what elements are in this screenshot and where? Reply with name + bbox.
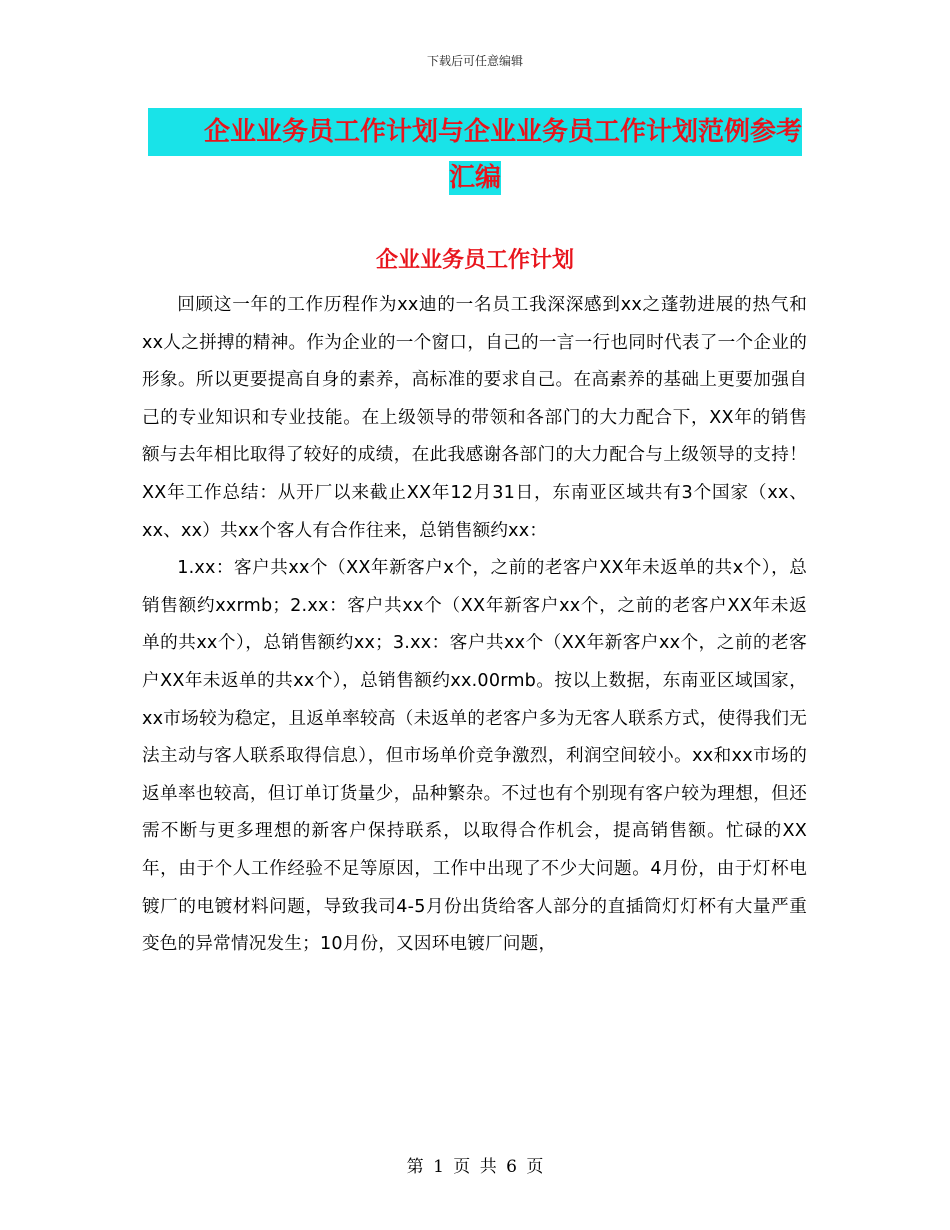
body-text bbox=[142, 287, 807, 964]
page-footer: 第 1 页 共 6 页 bbox=[406, 1157, 544, 1177]
paragraph: 回顾这一年的工作历程作为xx迪的一名员工我深深感到xx之蓬勃进展的热气和xx人之拼搏的精神。作为企业的一个窗口，自己的一言一行也同时代表了一个企业的形象。所以更要提高自身的素养，高标准的要求自己。在高素养的基础上更要加强自己的专业知识和专业技能。在上级领导的带领和各部门的大力配合下，XX年的销售额与去年相比取得了较好的成绩，在此我感谢各部门的大力配合与上级领导的支持！XX年工作总结：从开厂以来截止XX年12月31日，东南亚区域共有3个国家（xx、xx、xx）共xx个客人有合作往来，总销售额约xx： bbox=[142, 295, 807, 541]
header-note: 下载后可任意编辑 bbox=[426, 54, 523, 68]
document-title bbox=[140, 108, 810, 200]
section-title: 企业业务员工作计划 bbox=[375, 247, 574, 273]
paragraph: 1.xx：客户共xx个（XX年新客户x个，之前的老客户XX年未返单的共x个），总销售额约xxrmb；2.xx：客户共xx个（XX年新客户xx个，之前的老客户XX年未返单的共xx个），总销售额约xx；3.xx：客户共xx个（XX年新客户xx个，之前的老客户XX年未返单的共xx个），总销售额约xx.00rmb。按以上数据，东南亚区域国家，xx市场较为稳定，且返单率较高（未返单的老客户多为无客人联系方式，使得我们无法主动与客人联系取得信息），但市场单价竞争激烈，利润空间较小。xx和xx市场的返单率也较高，但订单订货量少，品种繁杂。不过也有个别现有客户较为理想，但还需不断与更多理想的新客户保持联系，以取得合作机会，提高销售额。忙碌的XX年，由于个人工作经验不足等原因，工作中出现了不少大问题。4月份，由于灯杯电镀厂的电镀材料问题，导致我司4-5月份出货给客人部分的直插筒灯灯杯有大量严重变色的异常情况发生；10月份，又因环电镀厂问题， bbox=[142, 558, 807, 955]
document-title-line2: 汇编 bbox=[448, 163, 501, 193]
document-title-line1: 企业业务员工作计划与企业业务员工作计划范例参考 bbox=[148, 108, 802, 156]
